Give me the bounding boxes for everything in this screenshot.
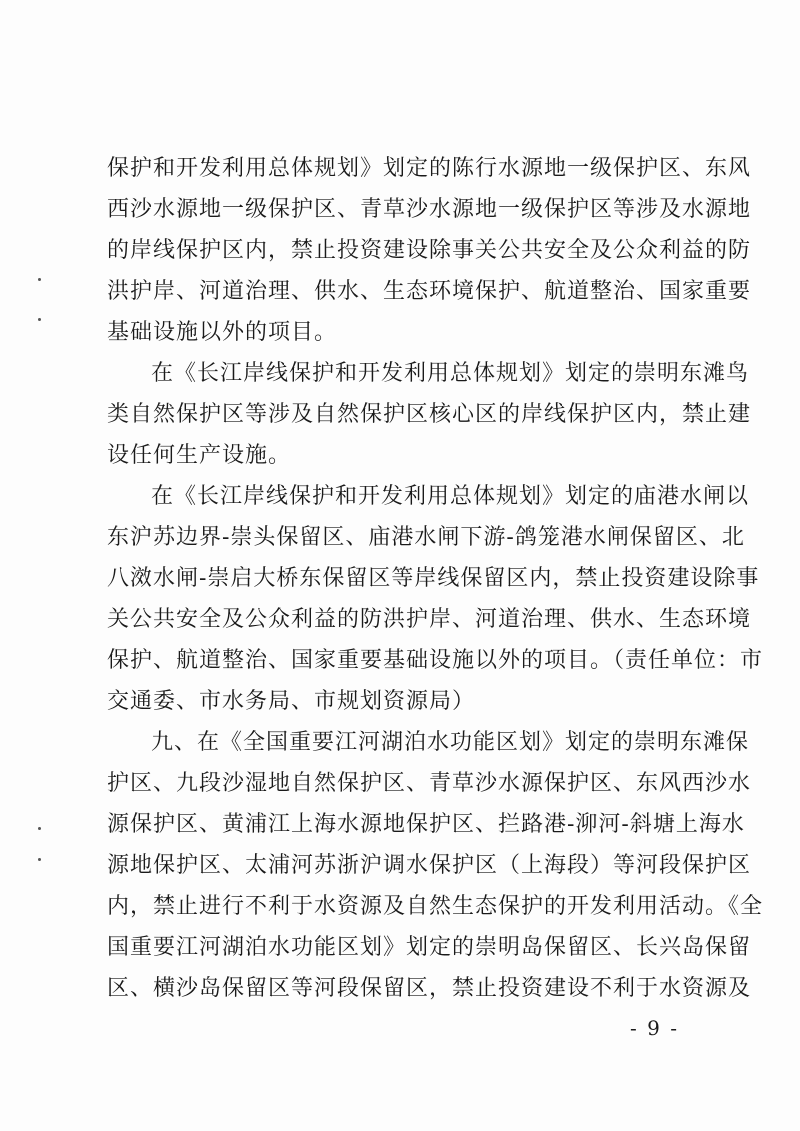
- text-line: 源地保护区、太浦河苏浙沪调水保护区（上海段）等河段保护区: [107, 853, 752, 878]
- text-line: 关公共安全及公众利益的防洪护岸、河道治理、供水、生态环境: [107, 607, 752, 632]
- text-line: 保护、航道整治、国家重要基础设施以外的项目。（责任单位：市: [107, 648, 764, 673]
- text-line: 类自然保护区等涉及自然保护区核心区的岸线保护区内，禁止建: [107, 402, 752, 427]
- scan-speck: [38, 318, 41, 321]
- body-text: [107, 148, 764, 1009]
- text-line: 设任何生产设施。: [107, 443, 292, 468]
- text-line: 八滧水闸-崇启大桥东保留区等岸线保留区内，禁止投资建设除事: [107, 566, 760, 591]
- text-line: 交通委、市水务局、市规划资源局）: [107, 689, 476, 714]
- text-line: 源保护区、黄浦江上海水源地保护区、拦路港-泖河-斜塘上海水: [107, 812, 745, 837]
- scan-speck: [38, 858, 41, 861]
- text-line: 内，禁止进行不利于水资源及自然生态保护的开发利用活动。《全: [107, 894, 764, 919]
- text-line: 护区、九段沙湿地自然保护区、青草沙水源保护区、东风西沙水: [107, 771, 752, 796]
- scan-speck: [38, 278, 41, 281]
- text-line: 保护和开发利用总体规划》划定的陈行水源地一级保护区、东风: [107, 156, 752, 181]
- scan-speck: [38, 827, 41, 830]
- text-line: 在《长江岸线保护和开发利用总体规划》划定的崇明东滩鸟: [151, 361, 750, 386]
- text-line: 东沪苏边界-崇头保留区、庙港水闸下游-鸽笼港水闸保留区、北: [107, 525, 745, 550]
- text-line: 基础设施以外的项目。: [107, 320, 338, 345]
- text-line: 区、横沙岛保留区等河段保留区，禁止投资建设不利于水资源及: [107, 976, 752, 1001]
- text-line: 洪护岸、河道治理、供水、生态环境保护、航道整治、国家重要: [107, 279, 752, 304]
- text-line: 西沙水源地一级保护区、青草沙水源地一级保护区等涉及水源地: [107, 197, 752, 222]
- text-line: 九、在《全国重要江河湖泊水功能区划》划定的崇明东滩保: [151, 730, 750, 755]
- page-number: - 9 -: [630, 1016, 679, 1040]
- text-line: 在《长江岸线保护和开发利用总体规划》划定的庙港水闸以: [151, 484, 750, 509]
- text-line: 国重要江河湖泊水功能区划》划定的崇明岛保留区、长兴岛保留: [107, 935, 752, 960]
- text-line: 的岸线保护区内，禁止投资建设除事关公共安全及公众利益的防: [107, 238, 752, 263]
